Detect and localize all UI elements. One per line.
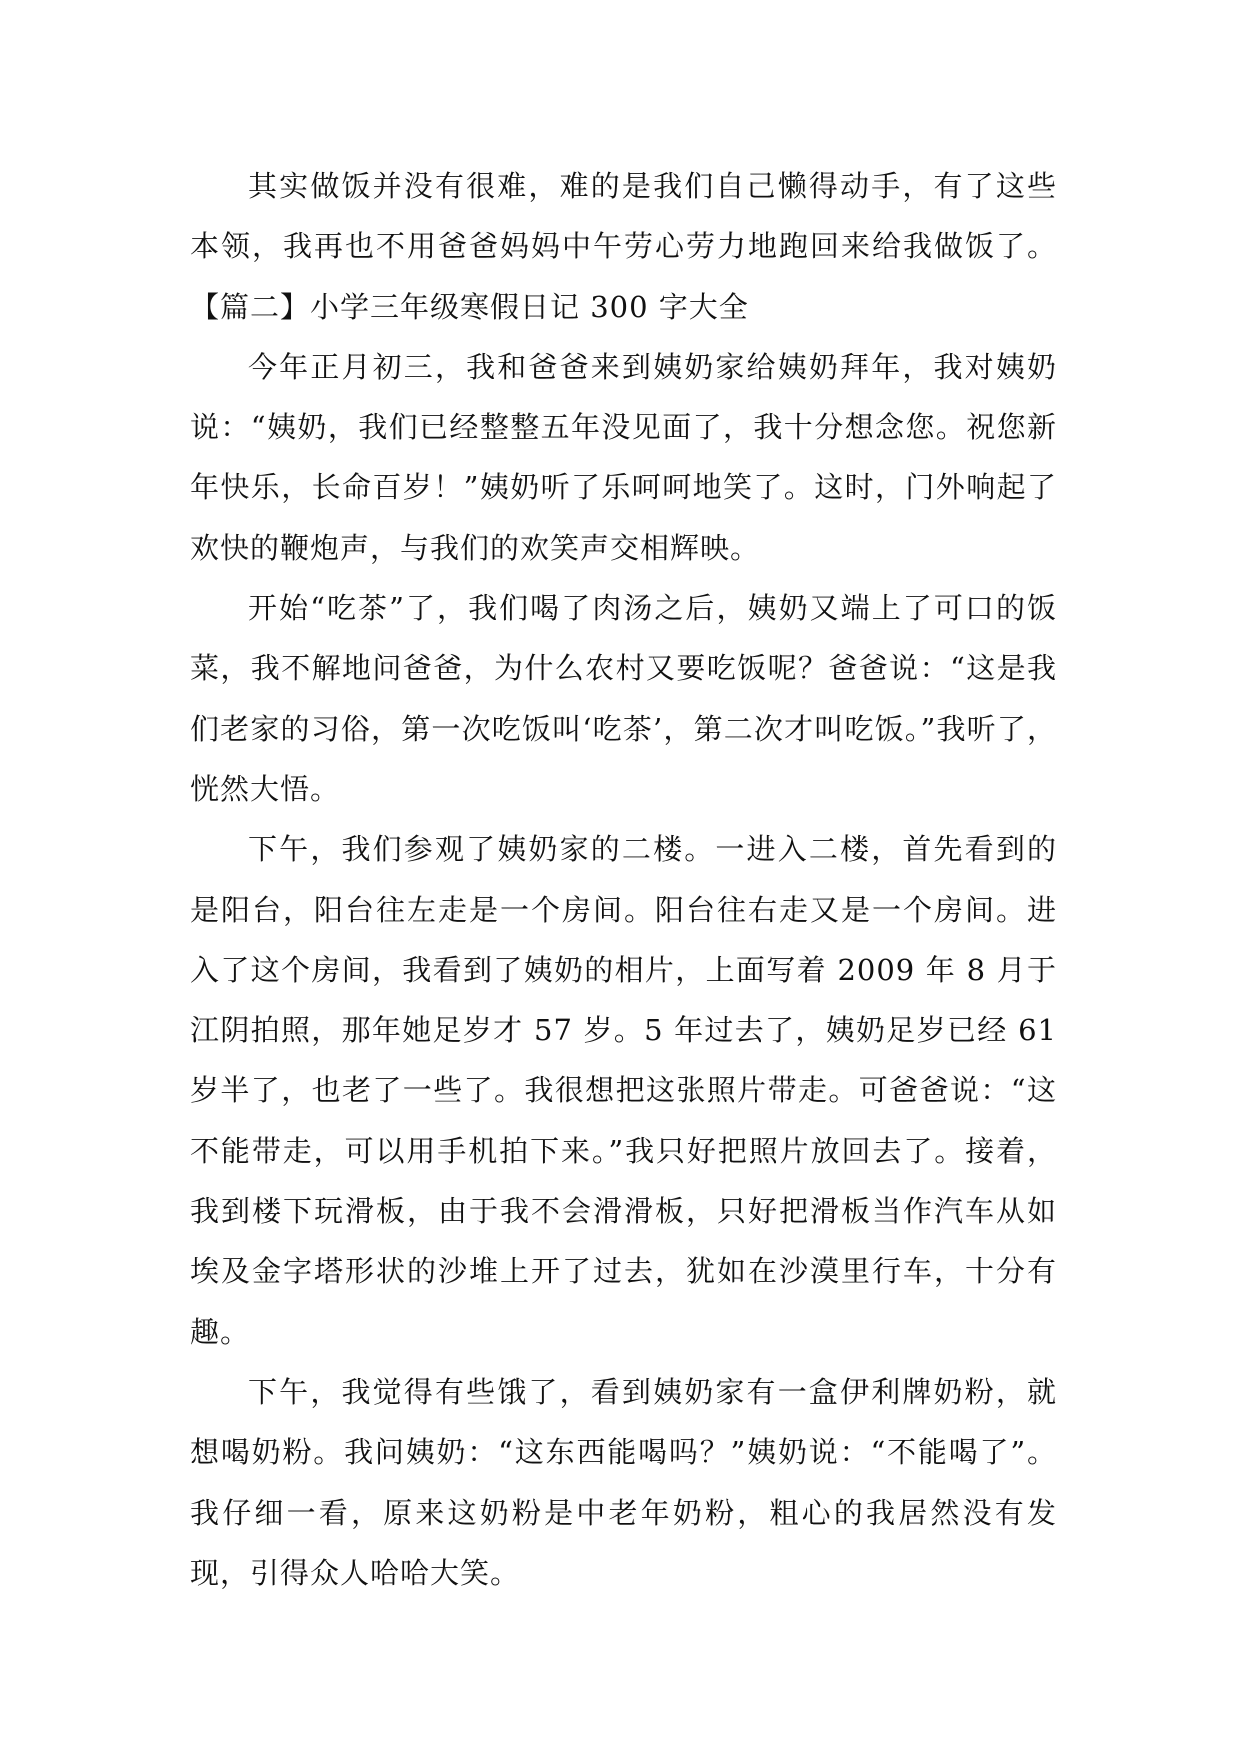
paragraph-3: 开始“吃茶”了，我们喝了肉汤之后，姨奶又端上了可口的饭菜，我不解地问爸爸，为什么农村又要吃饭呢？爸爸说：“这是我们老家的习俗，第一次吃饭叫‘吃茶’，第二次才叫吃饭。”我听了，恍然大悟。 [190, 591, 1057, 806]
paragraph-2: 今年正月初三，我和爸爸来到姨奶家给姨奶拜年，我对姨奶说：“姨奶，我们已经整整五年没见面了，我十分想念您。祝您新年快乐，长命百岁！”姨奶听了乐呵呵地笑了。这时，门外响起了欢快的鞭炮声，与我们的欢笑声交相辉映。 [190, 349, 1057, 565]
document-body [190, 156, 1057, 1603]
paragraph-5: 下午，我觉得有些饿了，看到姨奶家有一盒伊利牌奶粉，就想喝奶粉。我问姨奶：“这东西能喝吗？”姨奶说：“不能喝了”。我仔细一看，原来这奶粉是中老年奶粉，粗心的我居然没有发现，引得众人哈哈大笑。 [190, 1374, 1057, 1590]
paragraph-4: 下午，我们参观了姨奶家的二楼。一进入二楼，首先看到的是阳台，阳台往左走是一个房间。阳台往右走又是一个房间。进入了这个房间，我看到了姨奶的相片，上面写着 2009 年 8 月于江阴拍照，那年她足岁才 57 岁。5 年过去了，姨奶足岁已经 61 岁半了，也老了一些了。我很想把这张照片带走。可爸爸说：“这不能带走，可以用手机拍下来。”我只好把照片放回去了。接着，我到楼下玩滑板，由于我不会滑滑板，只好把滑板当作汽车从如埃及金字塔形状的沙堆上开了过去，犹如在沙漠里行车，十分有趣。 [190, 832, 1057, 1349]
paragraph-1: 其实做饭并没有很难，难的是我们自己懒得动手，有了这些本领，我再也不用爸爸妈妈中午劳心劳力地跑回来给我做饭了。【篇二】小学三年级寒假日记 300 字大全 [190, 169, 1057, 324]
